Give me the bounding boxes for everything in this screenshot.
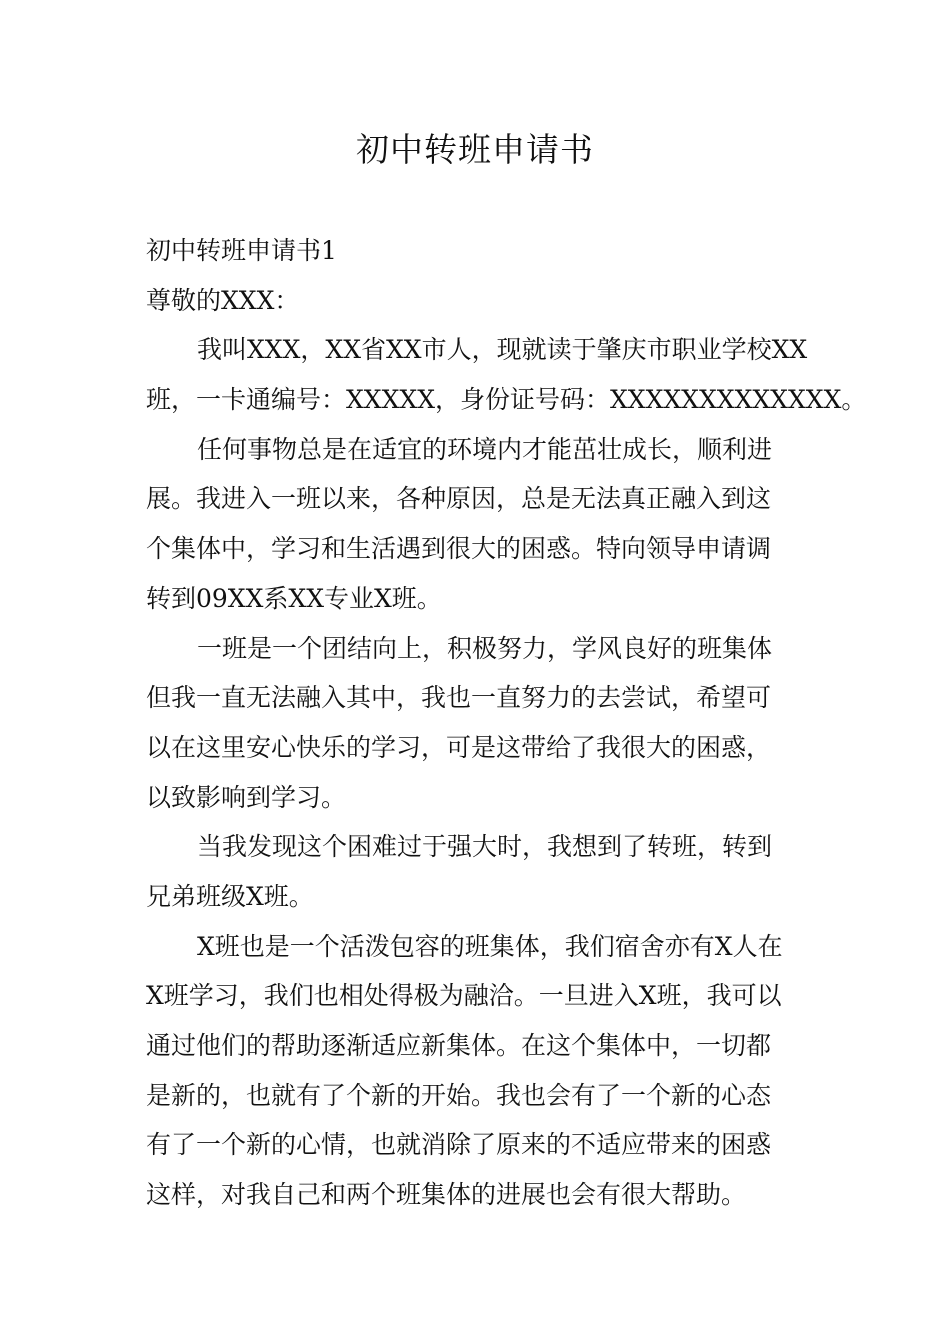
paragraph-line: 班，一卡通编号：XXXXX，身份证号码：XXXXXXXXXXXXX。 xyxy=(146,385,867,415)
salutation: 尊敬的XXX： xyxy=(146,285,300,315)
paragraph-line: 我叫XXX，XX省XX市人，现就读于肇庆市职业学校XX xyxy=(197,335,808,365)
paragraph-line: 通过他们的帮助逐渐适应新集体。在这个集体中，一切都 xyxy=(146,1031,772,1060)
paragraph-2 xyxy=(146,425,808,624)
paragraph-line: 但我一直无法融入其中，我也一直努力的去尝试，希望可 xyxy=(146,683,772,713)
document-body xyxy=(146,226,867,1220)
paragraph-line: 一班是一个团结向上，积极努力，学风良好的班集体 xyxy=(197,633,773,663)
paragraph-line: X班也是一个活泼包容的班集体，我们宿舍亦有X人在 xyxy=(197,931,783,961)
paragraph-line: 以致影响到学习。 xyxy=(146,782,347,812)
document-title: 初中转班申请书 xyxy=(356,130,594,169)
paragraph-4 xyxy=(146,822,808,921)
paragraph-line: 当我发现这个困难过于强大时，我想到了转班，转到 xyxy=(197,832,773,862)
paragraph-line: 展。我进入一班以来，各种原因，总是无法真正融入到这 xyxy=(146,484,772,514)
paragraph-5 xyxy=(146,922,808,1220)
paragraph-line: 以在这里安心快乐的学习，可是这带给了我很大的困惑， xyxy=(146,732,772,762)
paragraph-line: 这样，对我自己和两个班集体的进展也会有很大帮助。 xyxy=(146,1180,747,1210)
document-subheading: 初中转班申请书1 xyxy=(146,236,337,265)
paragraph-line: X班学习，我们也相处得极为融洽。一旦进入X班，我可以 xyxy=(146,981,782,1011)
paragraph-line: 兄弟班级X班。 xyxy=(146,881,314,911)
paragraph-line: 有了一个新的心情，也就消除了原来的不适应带来的困惑 xyxy=(146,1130,772,1160)
paragraph-3 xyxy=(146,624,808,823)
paragraph-line: 是新的，也就有了个新的开始。我也会有了一个新的心态 xyxy=(146,1080,772,1110)
paragraph-line: 转到09XX系XX专业X班。 xyxy=(146,583,442,613)
paragraph-1 xyxy=(146,325,867,424)
paragraph-line: 个集体中，学习和生活遇到很大的困惑。特向领导申请调 xyxy=(146,534,772,564)
paragraph-line: 任何事物总是在适宜的环境内才能茁壮成长，顺利进 xyxy=(197,434,773,464)
